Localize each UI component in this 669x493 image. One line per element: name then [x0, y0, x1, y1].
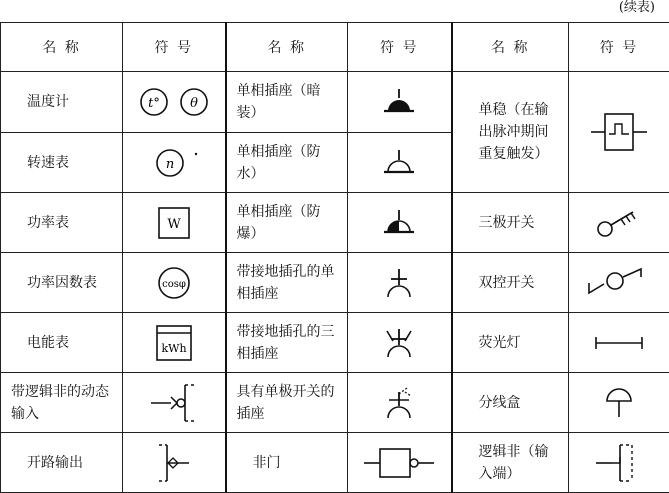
wattmeter-symbol-icon: [123, 193, 226, 253]
name-not-gate: 非门: [226, 433, 348, 493]
fluorescent-lamp-icon: [569, 313, 669, 373]
name-two-way-switch: 双控开关: [452, 253, 569, 313]
continued-label: (续表): [619, 0, 655, 16]
table-row: [1, 313, 669, 373]
name-tachometer: 转速表: [1, 133, 123, 193]
name-junction-box: 分线盒: [452, 373, 569, 433]
thermometer-mark-t: t°: [148, 96, 160, 111]
header-symbol-3: 符 号: [569, 23, 669, 72]
table-row: [1, 253, 669, 313]
header-row: [1, 23, 669, 72]
name-energy-meter: 电能表: [1, 313, 123, 373]
header-name-2: 名 称: [226, 23, 348, 72]
name-explosion-proof-socket: 单相插座（防爆）: [226, 193, 348, 253]
name-concealed-socket: 单相插座（暗装）: [226, 72, 348, 133]
waterproof-single-phase-socket-icon: [348, 133, 452, 193]
name-wattmeter: 功率表: [1, 193, 123, 253]
junction-box-icon: [569, 373, 669, 433]
socket-with-single-pole-switch-icon: [348, 373, 452, 433]
table-row: [1, 373, 669, 433]
power-factor-mark-cos: cosφ: [162, 279, 186, 290]
monostable-retriggerable-icon: [569, 72, 669, 193]
power-factor-meter-icon: [123, 253, 226, 313]
header-symbol-1: 符 号: [123, 23, 226, 72]
symbol-table: [0, 22, 669, 493]
name-power-factor-meter: 功率因数表: [1, 253, 123, 313]
energy-meter-icon: [123, 313, 226, 373]
concealed-single-phase-socket-icon: [348, 72, 452, 133]
name-fluorescent-lamp: 荧光灯: [452, 313, 569, 373]
thermometer-mark-theta: θ: [190, 96, 198, 111]
header-name-1: 名 称: [1, 23, 123, 72]
tachometer-symbol-icon: [123, 133, 226, 193]
name-logic-negation-input: 逻辑非（输入端）: [452, 433, 569, 493]
grounded-single-phase-socket-icon: [348, 253, 452, 313]
explosion-proof-single-phase-socket-icon: [348, 193, 452, 253]
two-way-switch-icon: [569, 253, 669, 313]
dynamic-input-with-negation-icon: [123, 373, 226, 433]
three-pole-switch-icon: [569, 193, 669, 253]
name-three-pole-switch: 三极开关: [452, 193, 569, 253]
name-open-circuit-output: 开路输出: [1, 433, 123, 493]
name-thermometer: 温度计: [1, 72, 123, 133]
energy-meter-mark-kwh: kWh: [161, 342, 186, 355]
header-name-3: 名 称: [452, 23, 569, 72]
name-socket-with-switch: 具有单极开关的插座: [226, 373, 348, 433]
thermometer-symbol-icon: [123, 72, 226, 133]
tachometer-mark-n: n: [166, 157, 174, 172]
name-waterproof-socket: 单相插座（防水）: [226, 133, 348, 193]
table-row: [1, 193, 669, 253]
table-row: [1, 72, 669, 133]
name-grounded-three-phase-socket: 带接地插孔的三相插座: [226, 313, 348, 373]
header-symbol-2: 符 号: [348, 23, 452, 72]
name-monostable: 单稳（在输出脉冲期间重复触发）: [452, 72, 569, 193]
grounded-three-phase-socket-icon: [348, 313, 452, 373]
name-dynamic-input-negation: 带逻辑非的动态输入: [1, 373, 123, 433]
wattmeter-mark-w: W: [167, 217, 181, 232]
name-grounded-single-phase-socket: 带接地插孔的单相插座: [226, 253, 348, 313]
